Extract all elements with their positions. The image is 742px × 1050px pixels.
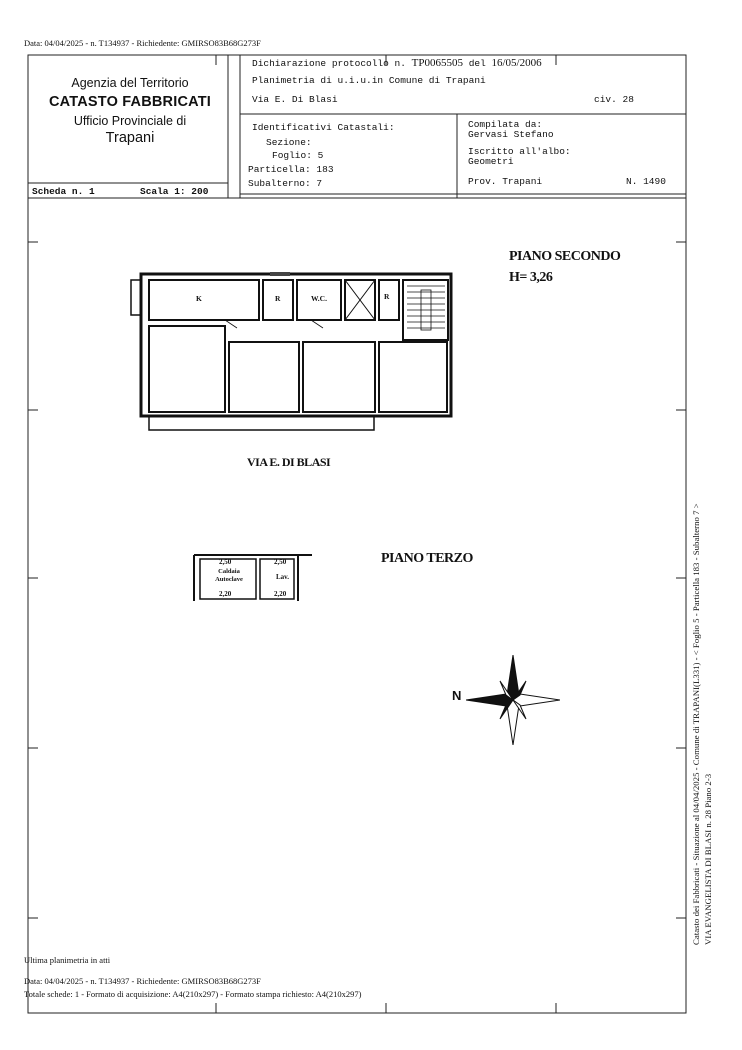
- piano-secondo-title: PIANO SECONDO: [509, 249, 621, 264]
- plan-title: Planimetria di u.i.u.in Comune di Trapani: [252, 75, 486, 86]
- north-label: N: [452, 688, 462, 703]
- registration-number: N. 1490: [626, 176, 666, 187]
- piano-terzo-title: PIANO TERZO: [381, 551, 473, 566]
- compass-rose-icon: [466, 655, 560, 745]
- albo-value: Geometri: [468, 156, 514, 167]
- dim-top-1: 2,50: [219, 558, 232, 566]
- civic-number: civ. 28: [594, 94, 634, 105]
- street-label: VIA E. DI BLASI: [247, 455, 331, 469]
- top-meta: Data: 04/04/2025 - n. T134937 - Richiedente: GMIRSO83B68G273F: [24, 38, 261, 48]
- protocol-date: 16/05/2006: [491, 57, 542, 69]
- footer-totals: Totale schede: 1 - Formato di acquisizione: A4(210x297) - Formato stampa richiesto: A4(210x297): [24, 989, 362, 999]
- room-storage-1: R: [275, 294, 281, 303]
- room-kitchen: K: [196, 294, 202, 303]
- footer-meta: Data: 04/04/2025 - n. T134937 - Richiedente: GMIRSO83B68G273F: [24, 976, 261, 986]
- room-storage-2: R: [384, 292, 390, 301]
- dim-top-2: 2,50: [274, 558, 287, 566]
- floor-height: H= 3,26: [509, 270, 553, 285]
- street-address: Via E. Di Blasi: [252, 94, 338, 105]
- identifiers-title: Identificativi Catastali:: [252, 122, 395, 133]
- compiler-label: Compilata da:: [468, 119, 543, 130]
- subalterno-field: Subalterno: 7: [248, 178, 323, 189]
- protocol-line: [252, 57, 542, 69]
- agency-block: [32, 70, 228, 146]
- particella-field: Particella: 183: [248, 164, 334, 175]
- protocol-number: TP0065505: [411, 57, 463, 69]
- room-wc: W.C.: [311, 294, 327, 303]
- dim-bottom-2: 2,20: [274, 590, 287, 598]
- agency-name: Agenzia del Territorio: [71, 76, 189, 90]
- last-plan-note: Ultima planimetria in atti: [24, 955, 111, 965]
- office-label: Ufficio Provinciale di: [73, 114, 187, 128]
- room-caldaia: Caldaia Autoclave: [215, 568, 243, 583]
- side-info-line2: VIA EVANGELISTA DI BLASI n. 28 Piano 2-3: [703, 773, 713, 945]
- date-label: del: [468, 58, 486, 69]
- office-city: Trapani: [105, 130, 155, 146]
- sezione-field: Sezione:: [266, 137, 312, 148]
- scheda-number: Scheda n. 1: [32, 186, 95, 197]
- albo-label: Iscritto all'albo:: [468, 146, 571, 157]
- floor-plan-secondo: [125, 268, 460, 438]
- dim-bottom-1: 2,20: [219, 590, 232, 598]
- province: Prov. Trapani: [468, 176, 543, 187]
- scale: Scala 1: 200: [140, 186, 209, 197]
- protocol-label: Dichiarazione protocollo n.: [252, 58, 406, 69]
- room-lavanderia: Lav.: [276, 573, 290, 581]
- foglio-field: Foglio: 5: [272, 150, 324, 161]
- compiler-name: Gervasi Stefano: [468, 129, 554, 140]
- catasto-title: CATASTO FABBRICATI: [48, 94, 212, 110]
- side-info-line1: Catasto dei Fabbricati - Situazione al 04/04/2025 - Comune di TRAPANI(L331) - < Foglio 5 - Particella 183 - Subalterno 7 >: [691, 503, 701, 945]
